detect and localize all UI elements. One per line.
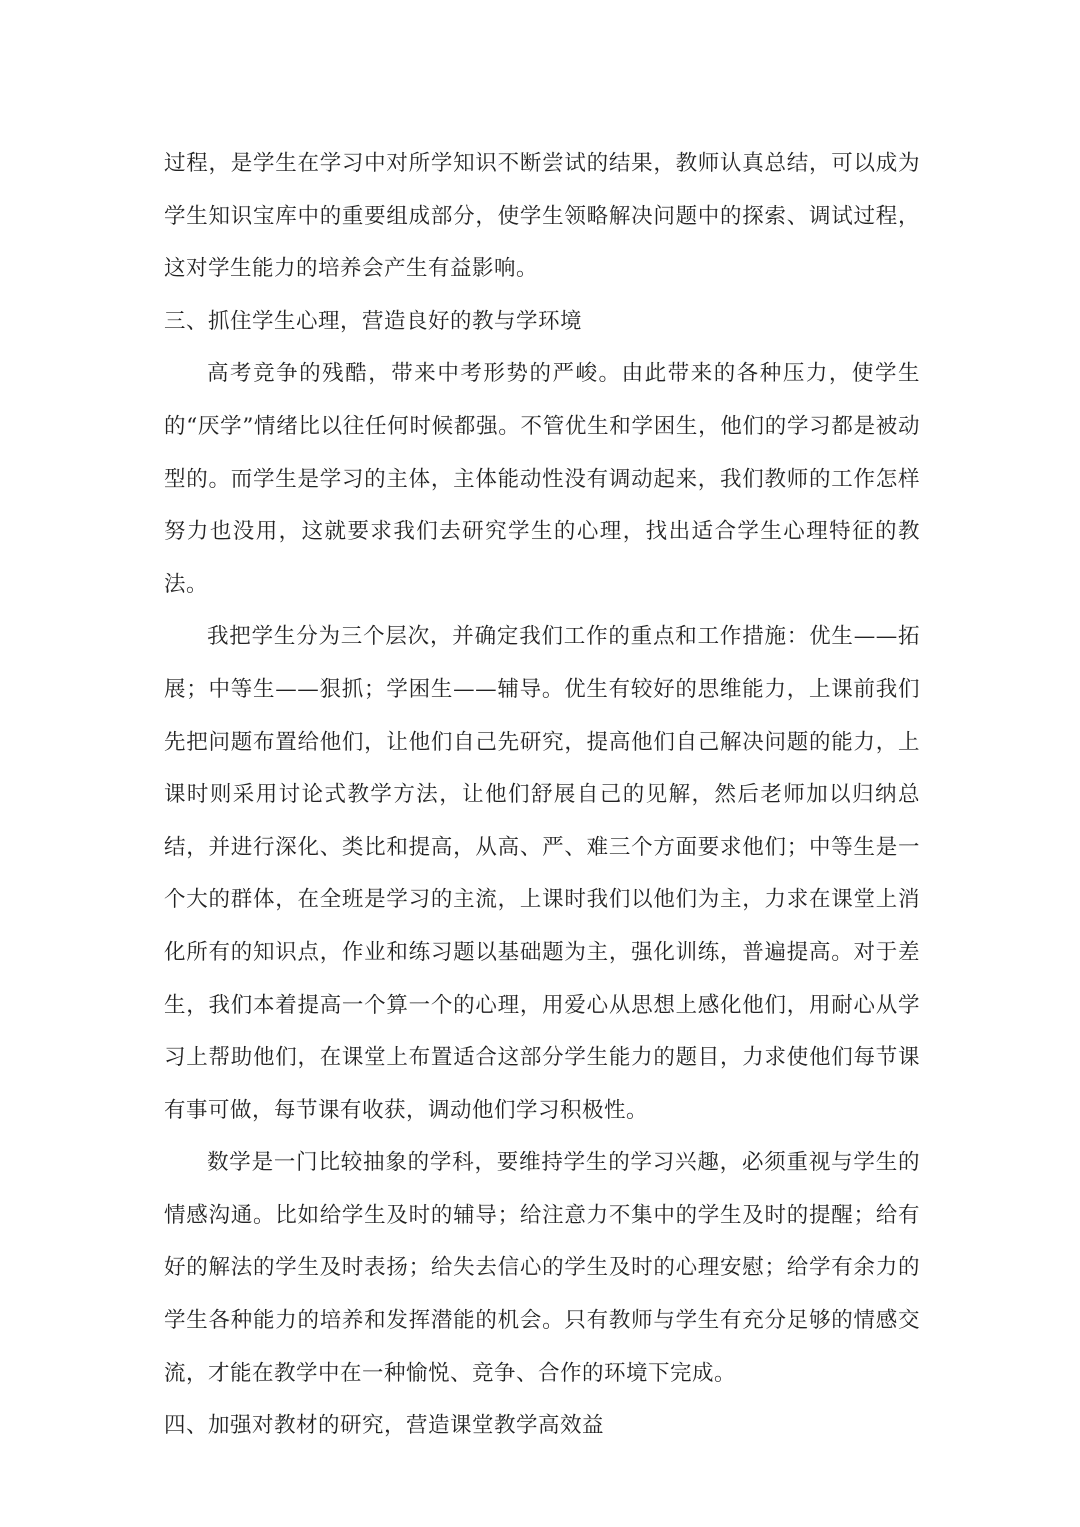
section-heading-three: 三、抓住学生心理，营造良好的教与学环境 bbox=[164, 308, 583, 334]
paragraph-exam-pressure: 高考竞争的残酷，带来中考形势的严峻。由此带来的各种压力，使学生的“厌学”情绪比以往任何时候都强。不管优生和学困生，他们的学习都是被动型的。而学生是学习的主体，主体能动性没有调动起来，我们教师的工作怎样努力也没用，这就要求我们去研究学生的心理，找出适合学生心理特征的教法。 bbox=[164, 361, 920, 597]
document-body bbox=[164, 138, 920, 1453]
paragraph-student-levels: 我把学生分为三个层次，并确定我们工作的重点和工作措施：优生——拓展；中等生——狠抓；学困生——辅导。优生有较好的思维能力，上课前我们先把问题布置给他们，让他们自己先研究，提高他们自己解决问题的能力，上课时则采用讨论式教学方法，让他们舒展自己的见解，然后老师加以归纳总结，并进行深化、类比和提高，从高、严、难三个方面要求他们；中等生是一个大的群体，在全班是学习的主流，上课时我们以他们为主，力求在课堂上消化所有的知识点，作业和练习题以基础题为主，强化训练，普遍提高。对于差生，我们本着提高一个算一个的心理，用爱心从思想上感化他们，用耐心从学习上帮助他们，在课堂上布置适合这部分学生能力的题目，力求使他们每节课有事可做，每节课有收获，调动他们学习积极性。 bbox=[164, 624, 920, 1123]
paragraph-continuation: 过程，是学生在学习中对所学知识不断尝试的结果，教师认真总结，可以成为学生知识宝库中的重要组成部分，使学生领略解决问题中的探索、调试过程，这对学生能力的培养会产生有益影响。 bbox=[164, 151, 920, 282]
paragraph-emotional-communication: 数学是一门比较抽象的学科，要维持学生的学习兴趣，必须重视与学生的情感沟通。比如给学生及时的辅导；给注意力不集中的学生及时的提醒；给有好的解法的学生及时表扬；给失去信心的学生及时的心理安慰；给学有余力的学生各种能力的培养和发挥潜能的机会。只有教师与学生有充分足够的情感交流，才能在教学中在一种愉悦、竞争、合作的环境下完成。 bbox=[164, 1150, 920, 1386]
section-heading-four: 四、加强对教材的研究，营造课堂教学高效益 bbox=[164, 1413, 605, 1439]
